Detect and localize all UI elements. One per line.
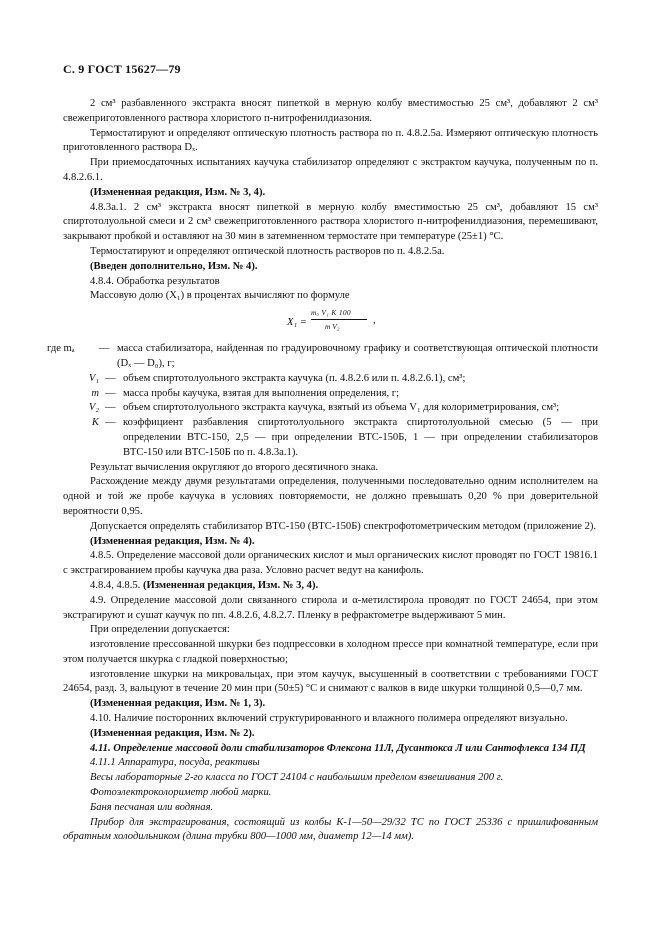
amendment-note: (Измененная редакция, Изм. № 2). [90, 727, 255, 739]
paragraph: 4.8.3а.1. 2 см³ экстракта вносят пипеткой в мерную колбу вместимостью 25 см³, добавляют 15 см³ спиртотолуольной смеси и 2 см³ свежеприготовленного раствора хлористого п-нитрофенилдиазония, перемешивают, закрывают пробкой и оставляют на 30 мин в затемненном термостате при температуре (25±1) °С. [63, 201, 598, 243]
amendment-note: (Измененная редакция, Изм. № 3, 4). [142, 579, 319, 591]
definition-item [47, 342, 598, 372]
paragraph: Термостатируют и определяют оптической плотность растворов по п. 4.8.2.5а. [90, 245, 445, 257]
paragraph: Термостатируют и определяют оптическую плотность раствора по п. 4.8.2.5а. Измеряют оптическую плотность приготовленного раствора Dₓ. [63, 127, 598, 154]
page-header: С. 9 ГОСТ 15627—79 [63, 62, 181, 76]
paragraph: изготовление прессованной шкурки без подпрессовки в холодном прессе при комнатной температуре, если при этом получается шкурка с гладкой поверхностью; [63, 639, 598, 665]
paragraph: Допускается определять стабилизатор ВТС-150 (ВТС-150Б) спектрофотометрическим методом (приложение 2). [90, 520, 597, 532]
definition-dash: — [105, 402, 116, 414]
paragraph: 4.8.5. Определение массовой доли органических кислот и мыл органических кислот проводят по ГОСТ 19816.1 с экстрагированием пробы каучука два раза. Условно расчет ведут на канифоль. [63, 550, 598, 577]
definition-symbol: V₂ [88, 402, 99, 414]
definition-dash: — [105, 417, 116, 429]
paragraph: Баня песчаная или водяная. [90, 801, 214, 813]
paragraph: изготовление шкурки на микровальцах, при этом каучук, высушенный в соответствии с требованиями ГОСТ 24654, разд. 3, вальцуют в течение 20 мин при (50±5) °С и снимают с валков в виде шкурки толщиной 0,5—0,7 мм. [63, 668, 598, 695]
definition-symbol: m [91, 387, 99, 399]
section-heading: 4.8.4. Обработка результатов [90, 275, 220, 287]
definition-item [63, 372, 598, 387]
definition-text: масса стабилизатора, найденная по градуировочному графику и соответствующая оптической плотности (Dₓ — D₀), г; [117, 343, 598, 369]
document-body [47, 97, 598, 845]
amendment-note: (Введен дополнительно, Изм. № 4). [90, 260, 258, 272]
definition-symbol: где mₐ [47, 343, 75, 355]
paragraph: 2 см³ разбавленного экстракта вносят пипеткой в мерную колбу вместимостью 25 см³, добавляют 2 см³ свежеприготовленного раствора хлористого п-нитрофенилдиазония. [63, 98, 598, 124]
formula-denominator: m V₂ [325, 322, 340, 332]
formula-tail: , [373, 315, 376, 327]
definition-dash: — [105, 372, 116, 384]
paragraph: Результат вычисления округляют до второго десятичного знака. [90, 461, 379, 473]
amendment-note: (Измененная редакция, Изм. № 4). [90, 535, 255, 547]
definition-symbol: V₁ [88, 372, 99, 384]
paragraph: Прибор для экстрагирования, состоящий из колбы К-1—50—29/32 ТС по ГОСТ 25336 с пришлифованным обратным холодильником (длина трубки 800—1000 мм, диаметр 12—14 мм). [63, 816, 598, 843]
formula [63, 306, 598, 340]
definition-text: объем спиртотолуольного экстракта каучука, взятый из объема V₁ для колориметрирования, см³; [123, 402, 560, 414]
definition-text: масса пробы каучука, взятая для выполнения определения, г; [123, 387, 400, 399]
amendment-note: (Измененная редакция, Изм. № 3, 4). [90, 186, 266, 198]
paragraph: При приемосдаточных испытаниях каучука стабилизатор определяют с экстрактом каучука, полученным по п. 4.8.2.6.1. [63, 157, 598, 183]
paragraph: Массовую долю (X₁) в процентах вычисляют по формуле [90, 290, 350, 302]
paragraph [63, 579, 598, 594]
definition-text: объем спиртотолуольного экстракта каучука (п. 4.8.2.6 или п. 4.8.2.6.1), см³; [123, 372, 466, 384]
paragraph: Фотоэлектроколориметр любой марки. [90, 787, 272, 799]
paragraph: Расхождение между двумя результатами определения, полученными последовательно одним исполнителем на одной и той же пробе каучука в условиях повторяемости, не должно превышать 0,20 % при доверительной вероятности 0,95. [63, 476, 598, 517]
definition-dash: — [99, 343, 110, 355]
subsection-heading: 4.11.1 Аппаратура, посуда, реактивы [90, 757, 260, 769]
definition-symbol: K [91, 417, 99, 429]
amendment-note: (Измененная редакция, Изм. № 1, 3). [90, 698, 266, 710]
paragraph: Весы лабораторные 2-го класса по ГОСТ 24104 с наибольшим пределом взвешивания 200 г. [90, 772, 504, 784]
paragraph: 4.9. Определение массовой доли связанного стирола и α-метилстирола проводят по ГОСТ 24654, при этом экстрагируют и сушат каучук по пп. 4.8.2.6, 4.8.2.7. Пленку в рефрактометре выдерживают 5 мин. [63, 594, 598, 621]
paragraph: 4.10. Наличие посторонних включений структурированного и влажного полимера определяют визуально. [90, 713, 568, 725]
definition-dash: — [105, 387, 116, 399]
section-heading: 4.11. Определение массовой доли стабилизаторов Флексона 11Л, Дусантокса Л или Сантофлекса 134 ПД [90, 742, 586, 754]
formula-numerator: mₐ V₁ K 100 [311, 308, 351, 318]
definition-item [63, 387, 598, 402]
formula-lhs: X₁ = [287, 317, 307, 329]
definition-text: коэффициент разбавления спиртотолуольного экстракта спиртотолуольной смесью (5 — при определении ВТС-150, 2,5 — при определении ВТС-150Б, 1 — при определении стабилизаторов ВТС-150 или ВТС-150Б по п. 4.8.3а.1). [123, 417, 598, 458]
definition-item [63, 401, 598, 416]
paragraph: При определении допускается: [90, 624, 230, 636]
definitions-list [47, 342, 598, 460]
definition-item [63, 416, 598, 460]
clause-refs: 4.8.4, 4.8.5. [90, 579, 141, 591]
